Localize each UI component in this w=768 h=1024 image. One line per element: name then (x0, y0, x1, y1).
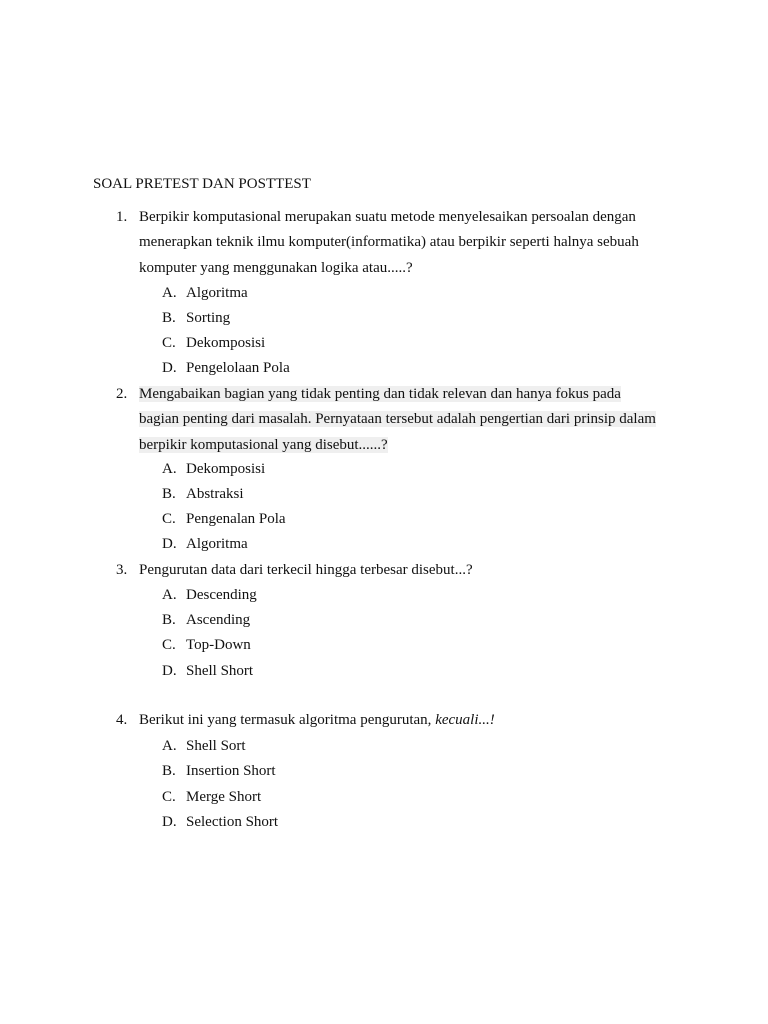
option-text: Dekomposisi (186, 461, 266, 477)
option-text: Ascending (186, 612, 251, 628)
document-title: SOAL PRETEST DAN POSTTEST (93, 176, 311, 192)
option-text: Top-Down (186, 637, 251, 653)
option-letter: B. (162, 763, 176, 779)
question-number: 3. (116, 562, 128, 578)
question-text (139, 205, 684, 281)
question-text-line: bagian penting dari masalah. Pernyataan tersebut adalah pengertian dari prinsip dalam (139, 411, 656, 428)
option-text: Shell Sort (186, 738, 246, 754)
question-text-line: komputer yang menggunakan logika atau.....? (139, 259, 413, 276)
question-text (139, 708, 684, 733)
question-number: 4. (116, 712, 128, 728)
option-text: Descending (186, 587, 257, 603)
option-letter: D. (162, 663, 177, 679)
option-letter: B. (162, 612, 176, 628)
option-letter: A. (162, 738, 177, 754)
option-text: Algoritma (186, 536, 248, 552)
option-text: Selection Short (186, 814, 279, 830)
option-text: Sorting (186, 310, 231, 326)
option-letter: C. (162, 637, 176, 653)
question-text (139, 382, 684, 458)
question-text-line: menerapkan teknik ilmu komputer(informatika) atau berpikir seperti halnya sebuah (139, 234, 639, 251)
option-letter: D. (162, 360, 177, 376)
option-letter: C. (162, 789, 176, 805)
question-text-line: Pengurutan data dari terkecil hingga terbesar disebut...? (139, 562, 473, 578)
option-text: Pengenalan Pola (186, 511, 286, 527)
option-text: Algoritma (186, 285, 248, 301)
option-text: Abstraksi (186, 486, 244, 502)
option-letter: D. (162, 814, 177, 830)
option-text: Merge Short (186, 789, 262, 805)
option-letter: C. (162, 511, 176, 527)
option-letter: A. (162, 285, 177, 301)
option-text: Pengelolaan Pola (186, 360, 290, 376)
question-text-prefix: Berikut ini yang termasuk algoritma pengurutan, (139, 712, 436, 728)
question-text-line: Berpikir komputasional merupakan suatu metode menyelesaikan persoalan dengan (139, 209, 636, 225)
option-letter: B. (162, 310, 176, 326)
question-text-line: berpikir komputasional yang disebut......? (139, 436, 388, 453)
option-letter: A. (162, 461, 177, 477)
question-text-line: Mengabaikan bagian yang tidak penting dan tidak relevan dan hanya fokus pada (139, 386, 621, 402)
question-text (139, 558, 684, 583)
option-text: Shell Short (186, 663, 254, 679)
option-letter: C. (162, 335, 176, 351)
option-letter: A. (162, 587, 177, 603)
question-number: 2. (116, 386, 128, 402)
option-text: Dekomposisi (186, 335, 266, 351)
question-text-emphasis: kecuali...! (435, 712, 495, 728)
option-letter: B. (162, 486, 176, 502)
option-letter: D. (162, 536, 177, 552)
option-text: Insertion Short (186, 763, 276, 779)
question-number: 1. (116, 209, 128, 225)
